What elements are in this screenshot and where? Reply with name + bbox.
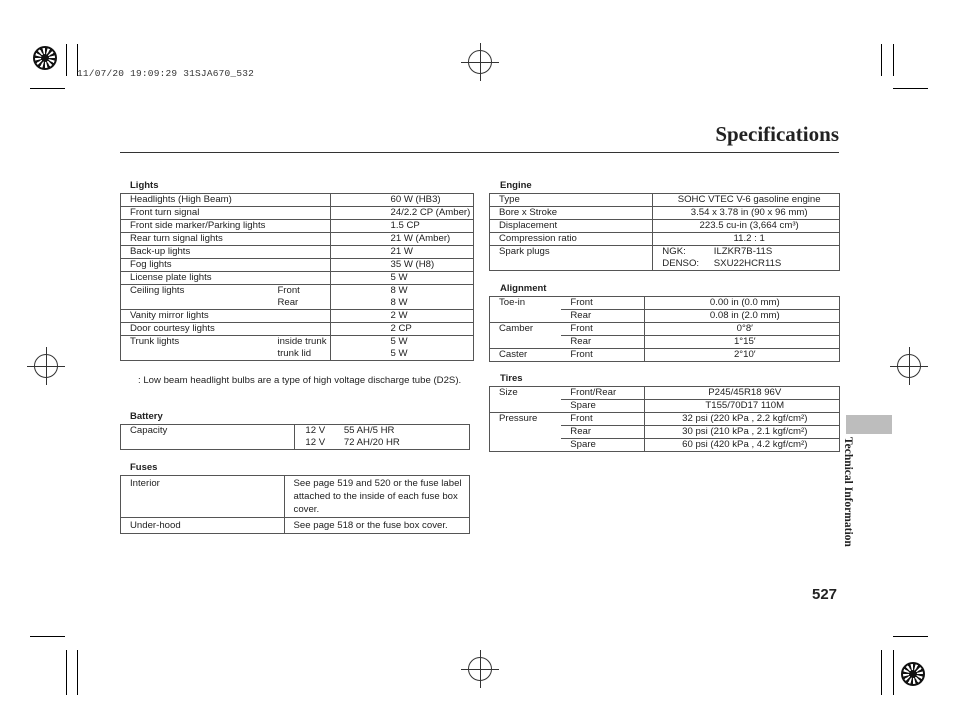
alignment-value: 2°10′ bbox=[733, 349, 756, 360]
lights-table bbox=[120, 193, 474, 361]
alignment-position: Front bbox=[561, 297, 644, 310]
table-row bbox=[121, 246, 474, 259]
battery-capacity: 72 AH/20 HR bbox=[343, 437, 400, 448]
registration-crosshair-icon bbox=[897, 354, 921, 378]
registration-target-icon bbox=[901, 662, 925, 686]
engine-spec-label: Type bbox=[490, 194, 653, 207]
light-rating: 35 W (H8) bbox=[330, 259, 474, 272]
alignment-value: 0.08 in (2.0 mm) bbox=[644, 310, 839, 323]
headlight-note: : Low beam headlight bulbs are a type of high voltage discharge tube (D2S). bbox=[138, 375, 462, 386]
light-name: Front turn signal bbox=[121, 207, 269, 220]
table-row bbox=[490, 349, 840, 362]
spark-plug-brand: NGK: bbox=[662, 246, 686, 257]
light-rating: 2 W bbox=[330, 310, 474, 323]
engine-table bbox=[489, 193, 840, 271]
tires-item: Size bbox=[499, 387, 518, 398]
table-row bbox=[121, 285, 474, 298]
light-name: Headlights (High Beam) bbox=[121, 194, 269, 207]
print-stamp: 11/07/20 19:09:29 31SJA670_532 bbox=[77, 68, 255, 79]
tires-value: 32 psi (220 kPa , 2.2 kgf/cm²) bbox=[644, 413, 839, 426]
table-row bbox=[490, 310, 840, 323]
battery-heading: Battery bbox=[130, 411, 163, 422]
light-name: Rear turn signal lights bbox=[121, 233, 269, 246]
lights-heading: Lights bbox=[130, 180, 159, 191]
engine-spec-value: SOHC VTEC V-6 gasoline engine bbox=[653, 194, 840, 207]
tires-value: T155/70D17 110M bbox=[644, 400, 839, 413]
alignment-heading: Alignment bbox=[500, 283, 547, 294]
light-rating: 2 CP bbox=[330, 323, 474, 336]
fuse-location: Interior bbox=[121, 476, 285, 518]
table-row bbox=[121, 336, 474, 349]
light-rating: 5 W bbox=[390, 348, 408, 359]
light-position bbox=[268, 323, 330, 336]
tires-position: Spare bbox=[561, 439, 644, 452]
page-number: 527 bbox=[812, 586, 838, 603]
alignment-position: Rear bbox=[561, 336, 644, 349]
fuse-reference: See page 519 and 520 or the fuse label attached to the inside of each fuse box cover. bbox=[284, 476, 469, 518]
fuse-location: Under-hood bbox=[121, 518, 285, 534]
registration-crosshair-icon bbox=[468, 657, 492, 681]
battery-capacity: 55 AH/5 HR bbox=[343, 425, 395, 436]
light-name: Front side marker/Parking lights bbox=[121, 220, 269, 233]
table-row bbox=[121, 310, 474, 323]
engine-heading: Engine bbox=[500, 180, 532, 191]
light-rating: 5 W bbox=[390, 336, 408, 347]
table-row bbox=[490, 323, 840, 336]
spark-plug-part: SXU22HCR11S bbox=[713, 258, 782, 269]
alignment-value: 1°15′ bbox=[644, 336, 839, 349]
tires-position: Front bbox=[561, 413, 644, 426]
table-row bbox=[490, 387, 840, 400]
light-rating: 5 W bbox=[330, 272, 474, 285]
registration-target-icon bbox=[33, 46, 57, 70]
table-row bbox=[490, 439, 840, 452]
spark-plugs-label: Spark plugs bbox=[490, 246, 653, 271]
engine-spec-value: 11.2 : 1 bbox=[653, 233, 840, 246]
light-rating: 8 W bbox=[330, 297, 474, 310]
alignment-position: Rear bbox=[561, 310, 644, 323]
engine-spec-value: 3.54 x 3.78 in (90 x 96 mm) bbox=[653, 207, 840, 220]
light-rating: 21 W (Amber) bbox=[330, 233, 474, 246]
light-position bbox=[268, 259, 330, 272]
light-rating: 21 W bbox=[330, 246, 474, 259]
fuses-table bbox=[120, 475, 470, 534]
tires-value: 60 psi (420 kPa , 4.2 kgf/cm²) bbox=[682, 439, 808, 450]
alignment-item: Toe-in bbox=[499, 297, 526, 308]
light-position: Rear bbox=[268, 297, 330, 310]
tires-position: Spare bbox=[561, 400, 644, 413]
table-row bbox=[490, 413, 840, 426]
light-rating: 8 W bbox=[390, 285, 408, 296]
light-position bbox=[268, 194, 330, 207]
section-tab bbox=[846, 415, 892, 434]
alignment-position: Front bbox=[561, 349, 644, 362]
table-row bbox=[490, 297, 840, 310]
light-name: Fog lights bbox=[121, 259, 269, 272]
spark-plug-brand: DENSO: bbox=[662, 258, 700, 269]
battery-label: Capacity bbox=[121, 425, 295, 450]
table-row bbox=[490, 233, 840, 246]
table-row bbox=[121, 259, 474, 272]
battery-table bbox=[120, 424, 470, 450]
alignment-position: Front bbox=[561, 323, 644, 336]
table-row bbox=[121, 233, 474, 246]
table-row bbox=[121, 207, 474, 220]
engine-spec-label: Displacement bbox=[490, 220, 653, 233]
title-rule bbox=[120, 152, 839, 153]
light-name bbox=[121, 348, 269, 361]
alignment-item bbox=[490, 310, 562, 323]
light-position bbox=[268, 220, 330, 233]
alignment-item: Camber bbox=[499, 323, 534, 334]
table-row bbox=[490, 400, 840, 413]
engine-spec-label: Bore x Stroke bbox=[490, 207, 653, 220]
table-row bbox=[121, 323, 474, 336]
tires-heading: Tires bbox=[500, 373, 523, 384]
table-row bbox=[490, 194, 840, 207]
table-row bbox=[121, 348, 474, 361]
light-position bbox=[268, 246, 330, 259]
tires-table bbox=[489, 386, 840, 452]
light-position bbox=[268, 233, 330, 246]
table-row bbox=[490, 220, 840, 233]
section-side-label: Technical Information bbox=[842, 437, 854, 547]
light-rating: 24/2.2 CP (Amber) bbox=[330, 207, 474, 220]
table-row bbox=[121, 272, 474, 285]
light-name bbox=[121, 297, 269, 310]
tires-value: P245/45R18 96V bbox=[644, 387, 839, 400]
alignment-value: 0.00 in (0.0 mm) bbox=[644, 297, 839, 310]
light-rating: 1.5 CP bbox=[330, 220, 474, 233]
light-position bbox=[268, 272, 330, 285]
table-row bbox=[121, 220, 474, 233]
alignment-table bbox=[489, 296, 840, 362]
tires-position: Front/Rear bbox=[561, 387, 644, 400]
table-row bbox=[121, 194, 474, 207]
tires-item: Pressure bbox=[499, 413, 538, 424]
registration-crosshair-icon bbox=[34, 354, 58, 378]
tires-position: Rear bbox=[561, 426, 644, 439]
light-position: Front bbox=[268, 285, 330, 298]
battery-voltage: 12 V bbox=[305, 437, 326, 448]
table-row bbox=[490, 336, 840, 349]
light-position: inside trunk bbox=[268, 336, 330, 349]
spark-plug-part: ILZKR7B-11S bbox=[713, 246, 773, 257]
light-name: Vanity mirror lights bbox=[121, 310, 269, 323]
engine-spec-value: 223.5 cu-in (3,664 cm³) bbox=[653, 220, 840, 233]
light-position: trunk lid bbox=[268, 348, 330, 361]
light-position bbox=[268, 207, 330, 220]
light-name: Trunk lights bbox=[130, 336, 180, 347]
tires-item bbox=[490, 439, 562, 452]
table-row bbox=[490, 426, 840, 439]
battery-voltage: 12 V bbox=[305, 425, 326, 436]
table-row bbox=[121, 297, 474, 310]
tires-item bbox=[490, 400, 562, 413]
light-name: Door courtesy lights bbox=[121, 323, 269, 336]
engine-spec-label: Compression ratio bbox=[490, 233, 653, 246]
light-rating: 60 W (HB3) bbox=[330, 194, 474, 207]
fuses-heading: Fuses bbox=[130, 462, 158, 473]
light-position bbox=[268, 310, 330, 323]
fuse-reference: See page 518 or the fuse box cover. bbox=[293, 520, 448, 531]
page-title: Specifications bbox=[715, 122, 839, 146]
alignment-item bbox=[490, 336, 562, 349]
tires-value: 30 psi (210 kPa , 2.1 kgf/cm²) bbox=[644, 426, 839, 439]
alignment-item: Caster bbox=[499, 349, 528, 360]
light-name: License plate lights bbox=[121, 272, 269, 285]
light-name: Ceiling lights bbox=[130, 285, 185, 296]
light-name: Back-up lights bbox=[121, 246, 269, 259]
alignment-value: 0°8′ bbox=[644, 323, 839, 336]
table-row bbox=[490, 207, 840, 220]
registration-crosshair-icon bbox=[468, 50, 492, 74]
tires-item bbox=[490, 426, 562, 439]
